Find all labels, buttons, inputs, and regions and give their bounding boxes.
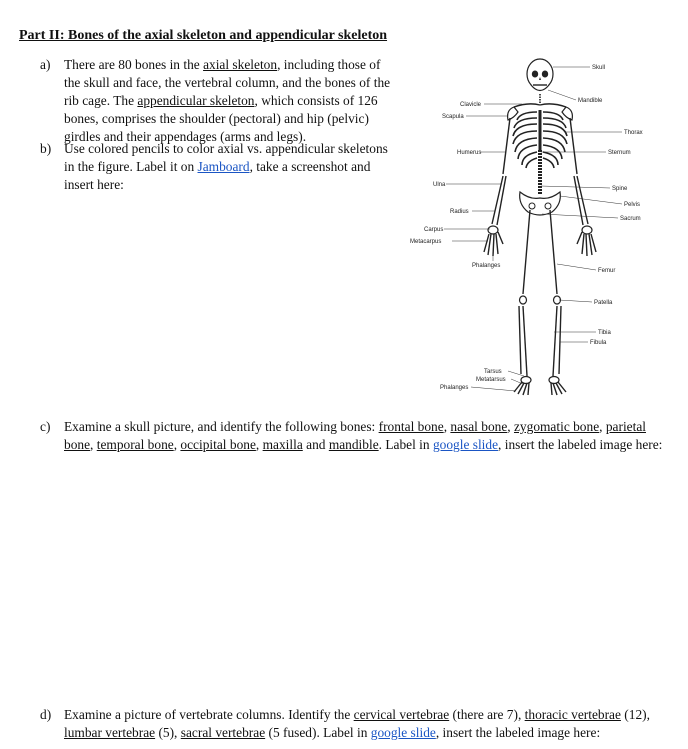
label-tibia: Tibia (598, 330, 611, 336)
label-mandible: Mandible (578, 98, 603, 104)
label-metatarsus: Metatarsus (476, 377, 506, 383)
label-ulna: Ulna (433, 182, 446, 188)
scapula-right (562, 107, 572, 120)
term-nasal-bone: nasal bone (450, 419, 508, 434)
fibula-left (519, 306, 521, 374)
google-slide-link[interactable]: google slide (370, 725, 436, 740)
femur-right (550, 210, 557, 294)
label-phalanges-hand: Phalanges (472, 263, 501, 269)
text-run: , which consists of 126 bones, comprises the shoulder (pectoral) and hip (pelvic) girdles and their appendages (arms and legs). (64, 93, 378, 144)
label-phalanges-foot: Phalanges (440, 385, 469, 391)
label-sternum: Sternum (608, 150, 631, 156)
label-skull: Skull (592, 65, 606, 71)
skeleton-diagram (400, 54, 672, 404)
text-run: , (599, 419, 606, 434)
pelvis-shape (520, 192, 561, 215)
text-run: There are 80 bones in the (64, 57, 204, 72)
term-parietal-bone: parietal bone (64, 419, 646, 452)
list-marker: c) (40, 419, 51, 434)
text-run: , (443, 419, 451, 434)
term-cervical-vertebrae: cervical vertebrae (353, 707, 450, 722)
text-run: , insert the labeled image here: (435, 725, 601, 740)
text-run: (5 fused). Label in (265, 725, 371, 740)
label-pelvis: Pelvis (624, 202, 641, 208)
scapula-left (508, 107, 518, 120)
label-femur: Femur (598, 268, 616, 274)
item-b-text (64, 140, 396, 194)
label-clavicle: Clavicle (460, 102, 482, 108)
tibia-left (523, 306, 527, 376)
text-run: , (507, 419, 514, 434)
list-marker: d) (40, 707, 52, 722)
term-maxilla: maxilla (262, 437, 303, 452)
text-run: Examine a skull picture, and identify the following bones: (64, 419, 379, 434)
text-run: , (90, 437, 97, 452)
label-metacarpus: Metacarpus (410, 239, 442, 245)
humerus-left (503, 118, 510, 174)
section-heading: Part II: Bones of the axial skeleton and appendicular skeleton (19, 28, 388, 43)
label-thorax: Thorax (624, 130, 643, 136)
tibia-right (553, 306, 557, 376)
term-sacral-vertebrae: sacral vertebrae (180, 725, 266, 740)
text-run: (there are 7), (449, 707, 525, 722)
term-temporal-bone: temporal bone (96, 437, 174, 452)
label-humerus: Humerus (457, 150, 482, 156)
term-thoracic-vertebrae: thoracic vertebrae (524, 707, 621, 722)
item-a-text (64, 56, 396, 146)
term-frontal-bone: frontal bone (378, 419, 444, 434)
jamboard-link[interactable]: Jamboard (197, 159, 250, 174)
list-marker: a) (40, 57, 51, 72)
text-run: , (255, 437, 263, 452)
text-run: and (302, 437, 329, 452)
term-zygomatic-bone: zygomatic bone (513, 419, 600, 434)
skeleton-figure (400, 54, 672, 404)
text-run: , take a screenshot and insert here: (64, 159, 371, 192)
term-mandible: mandible (328, 437, 379, 452)
text-run: , including those of the skull and face, the vertebral column, and the bones of the rib cage. The (64, 57, 391, 108)
clavicle-right (540, 104, 566, 107)
label-fibula: Fibula (590, 340, 607, 346)
item-c-text (64, 418, 670, 454)
label-radius: Radius (450, 209, 469, 215)
foot-right (549, 377, 566, 396)
list-marker: b) (40, 141, 52, 156)
fibula-right (559, 306, 561, 374)
text-run: (5), (155, 725, 181, 740)
text-run: Use colored pencils to color axial vs. appendicular skeletons in the figure. Label it on (64, 141, 388, 174)
label-carpus: Carpus (424, 227, 444, 233)
term-lumbar-vertebrae: lumbar vertebrae (64, 725, 156, 740)
term-appendicular-skeleton: appendicular skeleton (137, 93, 255, 108)
foot-left (514, 377, 531, 396)
eye-socket-left (532, 71, 538, 78)
patella-left (520, 296, 527, 304)
eye-socket-right (542, 71, 548, 78)
humerus-right (570, 118, 577, 174)
label-tarsus: Tarsus (484, 369, 502, 375)
mandible-shape (531, 85, 549, 91)
text-run: (12), (620, 707, 650, 722)
term-axial-skeleton: axial skeleton (203, 57, 278, 72)
hand-right (577, 226, 596, 256)
text-run: Examine a picture of vertebrate columns. Identify the (64, 707, 354, 722)
clavicle-left (514, 104, 540, 107)
text-run: , (173, 437, 181, 452)
femur-left (523, 210, 530, 294)
term-occipital-bone: occipital bone (180, 437, 256, 452)
label-scapula: Scapula (442, 114, 464, 120)
text-run: . Label in (378, 437, 433, 452)
label-sacrum: Sacrum (620, 216, 641, 222)
label-patella: Patella (594, 300, 613, 306)
text-run: , insert the labeled image here: (498, 437, 663, 452)
google-slide-link[interactable]: google slide (432, 437, 499, 452)
item-d-text (64, 706, 674, 742)
label-spine: Spine (612, 186, 628, 192)
